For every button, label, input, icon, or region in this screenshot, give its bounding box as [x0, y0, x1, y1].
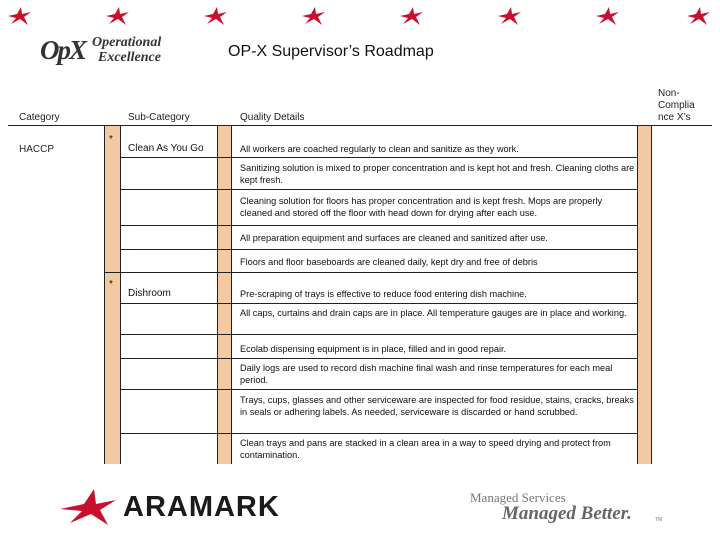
quality-detail: Floors and floor baseboards are cleaned daily, kept dry and free of debris [240, 257, 538, 267]
quality-detail: Pre-scraping of trays is effective to reduce food entering dish machine. [240, 289, 527, 299]
sub-category-cell: Clean As You Go [128, 143, 204, 154]
row-rule [120, 249, 637, 250]
header-rule [8, 125, 712, 126]
managed-better-text: Managed Better. [502, 503, 632, 524]
header-non-compliance-line2: Complia [658, 100, 695, 111]
spacer-column-shade [217, 126, 231, 464]
column-rule [637, 126, 638, 464]
aramark-logo [58, 483, 298, 529]
aramark-wordmark: ARAMARK [123, 491, 280, 523]
header-quality-details: Quality Details [240, 112, 305, 123]
column-rule [651, 126, 652, 464]
row-rule [120, 334, 637, 335]
star-icon [594, 6, 620, 26]
row-rule [120, 433, 637, 434]
header-non-compliance [658, 88, 695, 124]
star-icon [202, 6, 228, 26]
star-icon [104, 6, 130, 26]
row-rule [120, 303, 637, 304]
star-icon [300, 6, 326, 26]
quality-detail: Daily logs are used to record dish machine final wash and rinse temperatures for each meal period. [240, 363, 613, 385]
row-rule [120, 225, 637, 226]
header-non-compliance-line1: Non- [658, 88, 680, 99]
marker-column-shade [104, 126, 120, 464]
quality-detail: Sanitizing solution is mixed to proper concentration and is kept hot and fresh. Cleaning cloths are kept fresh. [240, 163, 635, 185]
star-icon [6, 6, 32, 26]
category-cell: HACCP [19, 144, 55, 155]
opx-logo-line2: Excellence [98, 50, 161, 65]
row-rule [120, 389, 637, 390]
star-icon [496, 6, 522, 26]
trademark-mark: TM [655, 517, 663, 523]
sub-category-cell: Dishroom [128, 288, 171, 299]
quality-detail: All workers are coached regularly to clean and sanitize as they work. [240, 144, 519, 154]
quality-detail: Trays, cups, glasses and other serviceware are inspected for food residue, stains, cracks, breaks in seals or adhering labels. As needed, serviceware is discarded or hand scrubbed. [240, 395, 634, 417]
quality-detail: Ecolab dispensing equipment is in place, filled and in good repair. [240, 344, 507, 354]
compliance-column-shade [637, 126, 651, 464]
section-marker: * [109, 134, 113, 145]
quality-detail: All preparation equipment and surfaces are cleaned and sanitized after use. [240, 233, 548, 243]
aramark-star-icon [58, 487, 118, 527]
column-rule [104, 126, 105, 464]
row-rule [120, 189, 637, 190]
quality-detail: All caps, curtains and drain caps are in place. All temperature gauges are in place and working. [240, 308, 627, 318]
column-rule [217, 126, 218, 464]
header-non-compliance-line3: nce X’s [658, 112, 691, 123]
column-rule [231, 126, 232, 464]
quality-detail: Cleaning solution for floors has proper concentration and is kept fresh. Mops are properly cleaned and stored off the floor with head down for drying after each use. [240, 196, 603, 218]
section-rule [104, 272, 637, 273]
row-rule [120, 157, 637, 158]
quality-detail: Clean trays and pans are stacked in a clean area in a way to speed drying and protect from contamination. [240, 438, 611, 460]
opx-logo [40, 33, 190, 73]
row-rule [120, 358, 637, 359]
header-sub-category: Sub-Category [128, 112, 190, 123]
opx-logo-line1: Operational [92, 35, 162, 50]
opx-logo-mark: OpX [40, 35, 86, 65]
managed-services-text: Managed Services [470, 490, 566, 505]
header-category: Category [19, 112, 60, 123]
star-band [0, 0, 720, 34]
page-title: OP-X Supervisor’s Roadmap [228, 43, 434, 60]
column-rule [120, 126, 121, 464]
section-marker: * [109, 279, 113, 290]
star-icon [398, 6, 424, 26]
star-icon [685, 6, 711, 26]
